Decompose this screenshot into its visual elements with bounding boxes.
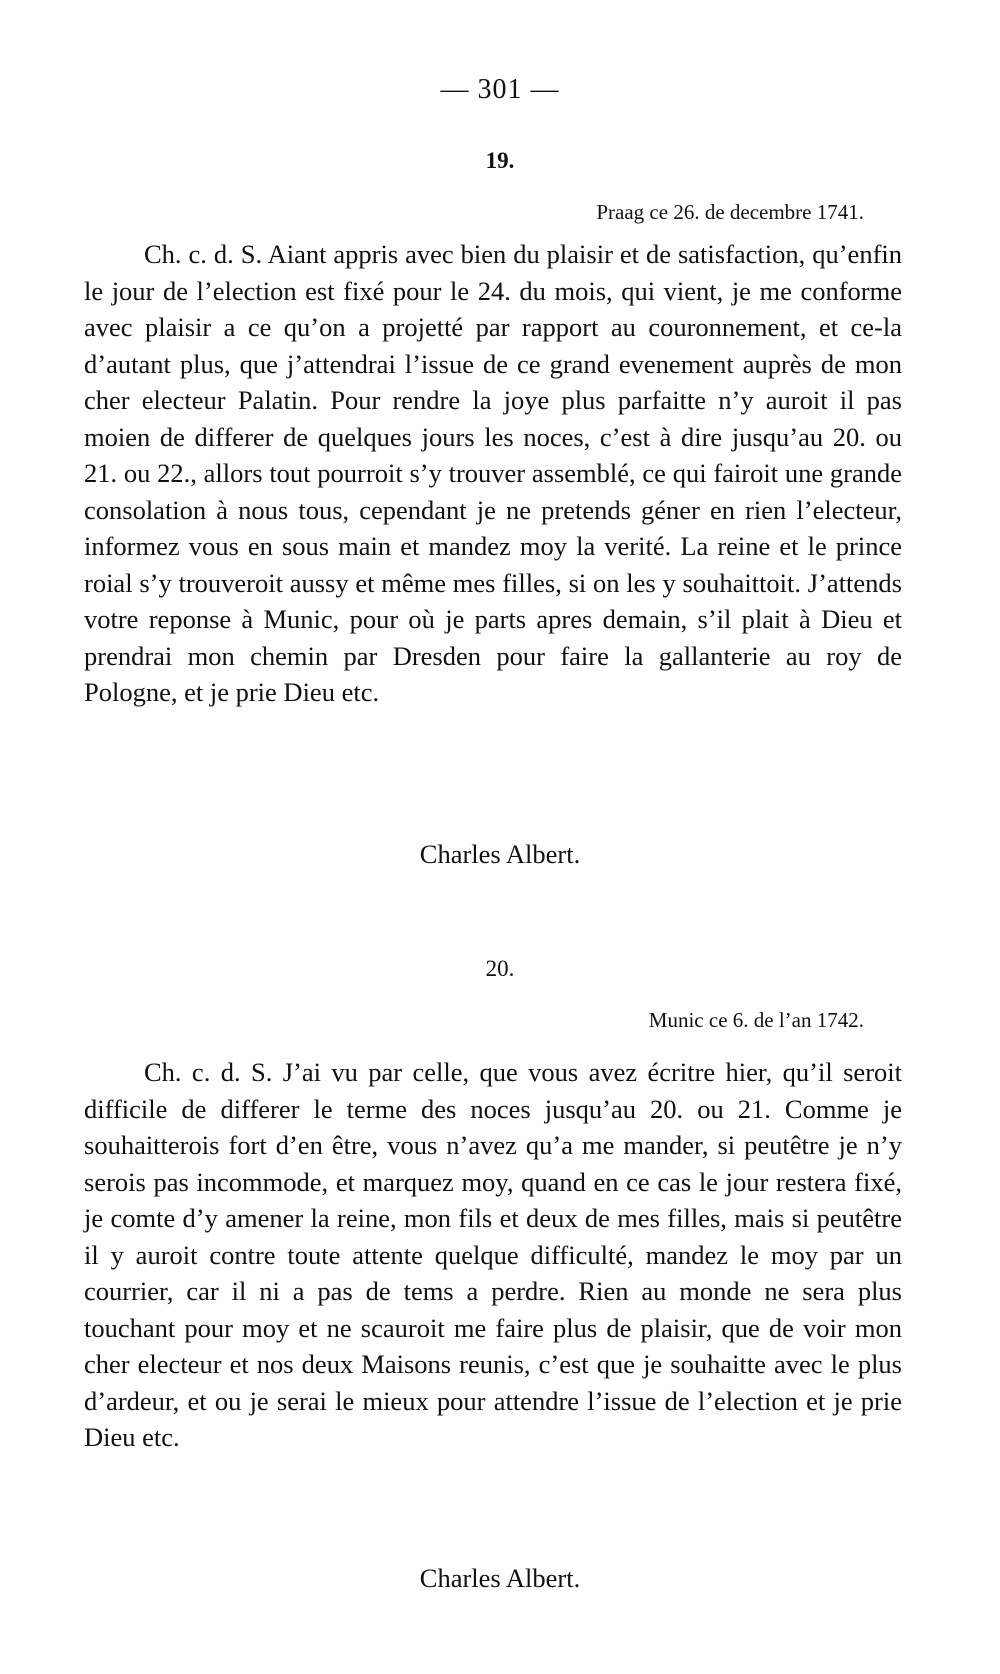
- letter-dateline: Praag ce 26. de decembre 1741.: [596, 200, 864, 224]
- letter-dateline: Munic ce 6. de l’an 1742.: [648, 1008, 864, 1032]
- page-number: — 301 —: [440, 74, 560, 105]
- letter-signature: Charles Albert.: [419, 839, 581, 869]
- letter-paragraph: Ch. c. d. S. J’ai vu par celle, que vous avez écritre hier, qu’il seroit difficile de differer le terme des noces jusqu’au 20. ou 21. Comme je souhaitterois fort d’en être, vous n’avez qu’a me mander, si peutêtre je n’y serois pas incommode, et marquez moy, quand en ce cas le jour restera fixé, je comte d’y amener la reine, mon fils et deux de mes filles, mais si peutêtre il y auroit contre toute attente quelque difficulté, mandez le moy par un courrier, car il ni a pas de tems a perdre. Rien au monde ne sera plus touchant pour moy et ne scauroit me faire plus de plaisir, que de voir mon cher electeur et nos deux Maisons reunis, c’est que je souhaitte avec le plus d’ardeur, et ou je serai le mieux pour attendre l’issue de l’election et je prie Dieu etc.: [84, 1057, 902, 1452]
- letter-signature: Charles Albert.: [419, 1563, 581, 1593]
- letter-body: [84, 1054, 902, 1456]
- letter-number: 20.: [485, 956, 515, 981]
- letter-number: 19.: [485, 148, 515, 173]
- letter-paragraph: Ch. c. d. S. Aiant appris avec bien du plaisir et de satisfaction, qu’enfin le jour de l’election est fixé pour le 24. du mois, qui vient, je me conforme avec plaisir a ce qu’on a projetté par rapport au couronnement, et ce-la d’autant plus, que j’attendrai l’issue de ce grand evenement auprès de mon cher electeur Palatin. Pour rendre la joye plus parfaitte n’y auroit il pas moien de differer de quelques jours les noces, c’est à dire jusqu’au 20. ou 21. ou 22., allors tout pourroit s’y trouver assemblé, ce qui fairoit une grande consolation à nous tous, cependant je ne pretends géner en rien l’electeur, informez vous en sous main et mandez moy la verité. La reine et le prince roial s’y trouveroit aussy et même mes filles, si on les y souhaittoit. J’attends votre reponse à Munic, pour où je parts apres demain, s’il plait à Dieu et prendrai mon chemin par Dresden pour faire la gallanterie au roy de Pologne, et je prie Dieu etc.: [84, 239, 902, 707]
- letter-body: [84, 236, 902, 711]
